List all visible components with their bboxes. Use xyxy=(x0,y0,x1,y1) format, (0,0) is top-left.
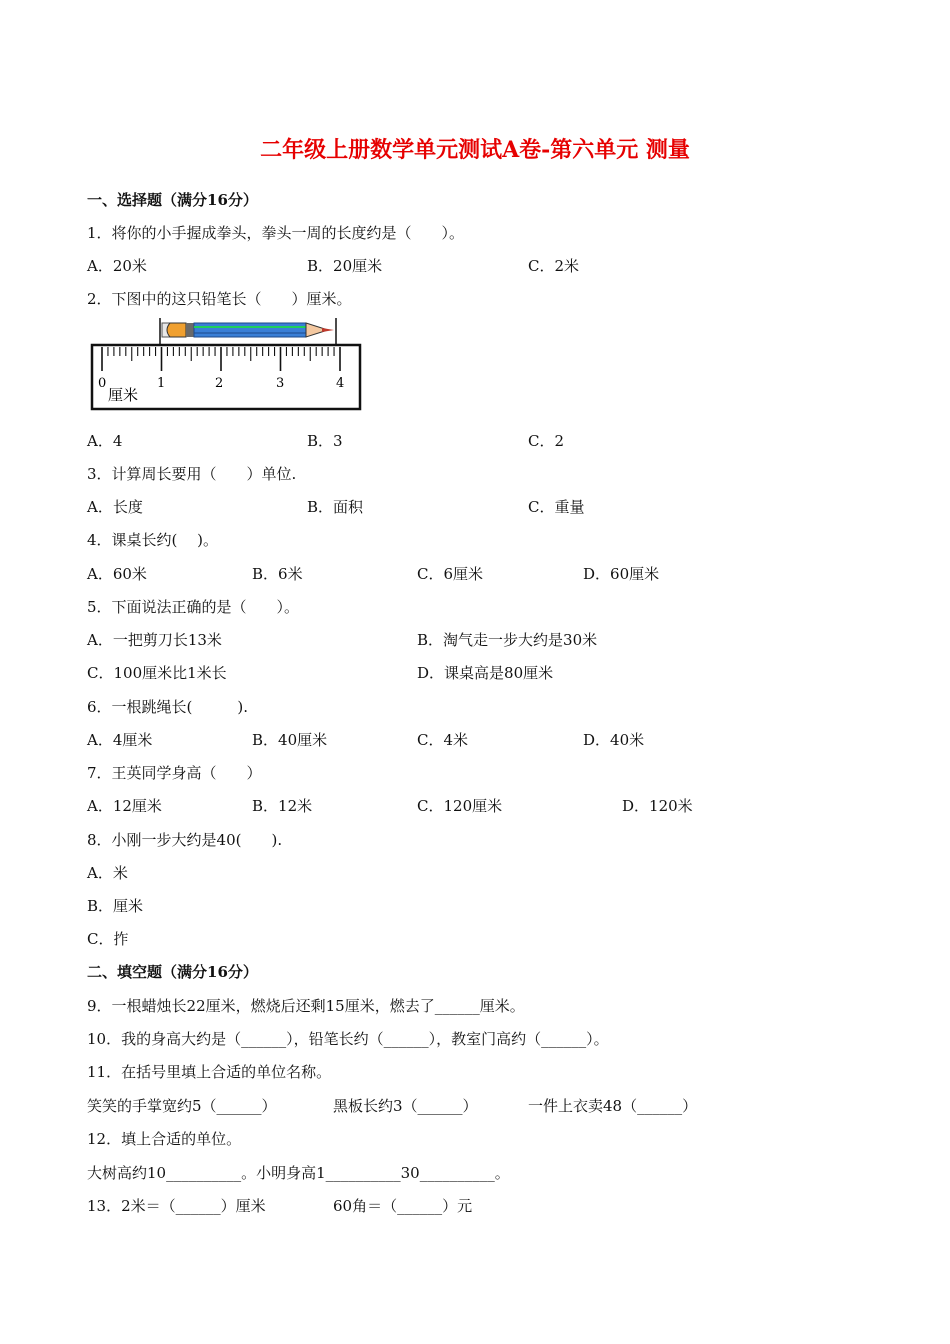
q2-option-c[interactable]: C．2 xyxy=(528,432,565,450)
q5-option-d[interactable]: D．课桌高是80厘米 xyxy=(417,664,554,682)
question-7: 7．王英同学身高（ ） xyxy=(87,764,262,782)
q1-option-c[interactable]: C．2米 xyxy=(528,257,580,275)
question-9: 9．一根蜡烛长22厘米，燃烧后还剩15厘米，燃去了______厘米。 xyxy=(87,997,525,1015)
ruler-pencil-figure xyxy=(90,316,366,414)
question-6: 6．一根跳绳长( ). xyxy=(87,698,249,716)
ruler-label-2: 2 xyxy=(215,376,224,391)
q12-fill-line: 大树高约10__________。小明身高1__________30__________。 xyxy=(87,1164,510,1182)
q5-option-b[interactable]: B．淘气走一步大约是30米 xyxy=(417,631,598,649)
question-4: 4．课桌长约( )。 xyxy=(87,531,219,549)
q7-option-d[interactable]: D．120米 xyxy=(622,797,693,815)
q5-option-c[interactable]: C．100厘米比1米长 xyxy=(87,664,227,682)
pencil-ferrule xyxy=(186,323,194,337)
q8-option-b[interactable]: B．厘米 xyxy=(87,897,144,915)
q6-option-c[interactable]: C．4米 xyxy=(417,731,469,749)
ruler-label-4: 4 xyxy=(336,376,345,391)
q2-option-b[interactable]: B．3 xyxy=(307,432,343,450)
question-12: 12．填上合适的单位。 xyxy=(87,1130,242,1148)
question-5: 5．下面说法正确的是（ ）。 xyxy=(87,598,300,616)
q7-option-b[interactable]: B．12米 xyxy=(252,797,313,815)
q1-option-b[interactable]: B．20厘米 xyxy=(307,257,383,275)
q6-option-b[interactable]: B．40厘米 xyxy=(252,731,328,749)
q4-option-c[interactable]: C．6厘米 xyxy=(417,565,484,583)
ruler-label-3: 3 xyxy=(276,376,285,391)
q1-option-a[interactable]: A．20米 xyxy=(87,257,147,275)
q5-option-a[interactable]: A．一把剪刀长13米 xyxy=(87,631,222,649)
section-heading-choice: 一、选择题（满分16分） xyxy=(87,191,258,209)
q11-part-2: 黑板长约3（______） xyxy=(333,1097,478,1115)
ruler-unit-label: 厘米 xyxy=(108,386,139,404)
question-8: 8．小刚一步大约是40( ). xyxy=(87,831,283,849)
pencil-eraser xyxy=(167,323,186,337)
q4-option-a[interactable]: A．60米 xyxy=(87,565,147,583)
q8-option-c[interactable]: C．拃 xyxy=(87,930,129,948)
q2-option-a[interactable]: A．4 xyxy=(87,432,123,450)
question-3: 3．计算周长要用（ ）单位. xyxy=(87,465,297,483)
question-1: 1．将你的小手握成拳头，拳头一周的长度约是（ ）。 xyxy=(87,224,465,242)
pencil-icon xyxy=(162,323,334,337)
q13-part-1: 13．2米＝（______）厘米 xyxy=(87,1197,266,1215)
q3-option-a[interactable]: A．长度 xyxy=(87,498,143,516)
q6-option-a[interactable]: A．4厘米 xyxy=(87,731,153,749)
q4-option-d[interactable]: D．60厘米 xyxy=(583,565,660,583)
q3-option-c[interactable]: C．重量 xyxy=(528,498,585,516)
question-2: 2．下图中的这只铅笔长（ ）厘米。 xyxy=(87,290,352,308)
q3-option-b[interactable]: B．面积 xyxy=(307,498,364,516)
q7-option-a[interactable]: A．12厘米 xyxy=(87,797,162,815)
ruler-label-0: 0 xyxy=(98,376,107,391)
q11-part-3: 一件上衣卖48（______） xyxy=(528,1097,698,1115)
ruler-label-1: 1 xyxy=(157,376,166,391)
q11-part-1: 笑笑的手掌宽约5（______） xyxy=(87,1097,277,1115)
question-11: 11．在括号里填上合适的单位名称。 xyxy=(87,1063,332,1081)
q8-option-a[interactable]: A．米 xyxy=(87,864,128,882)
q13-part-2: 60角＝（______）元 xyxy=(333,1197,473,1215)
pencil-body xyxy=(194,323,306,337)
q7-option-c[interactable]: C．120厘米 xyxy=(417,797,503,815)
question-10: 10．我的身高大约是（______），铅笔长约（______），教室门高约（______）。 xyxy=(87,1030,609,1048)
page-title: 二年级上册数学单元测试A卷-第六单元 测量 xyxy=(260,137,690,163)
q4-option-b[interactable]: B．6米 xyxy=(252,565,303,583)
section-heading-fill: 二、填空题（满分16分） xyxy=(87,963,258,981)
q6-option-d[interactable]: D．40米 xyxy=(583,731,645,749)
